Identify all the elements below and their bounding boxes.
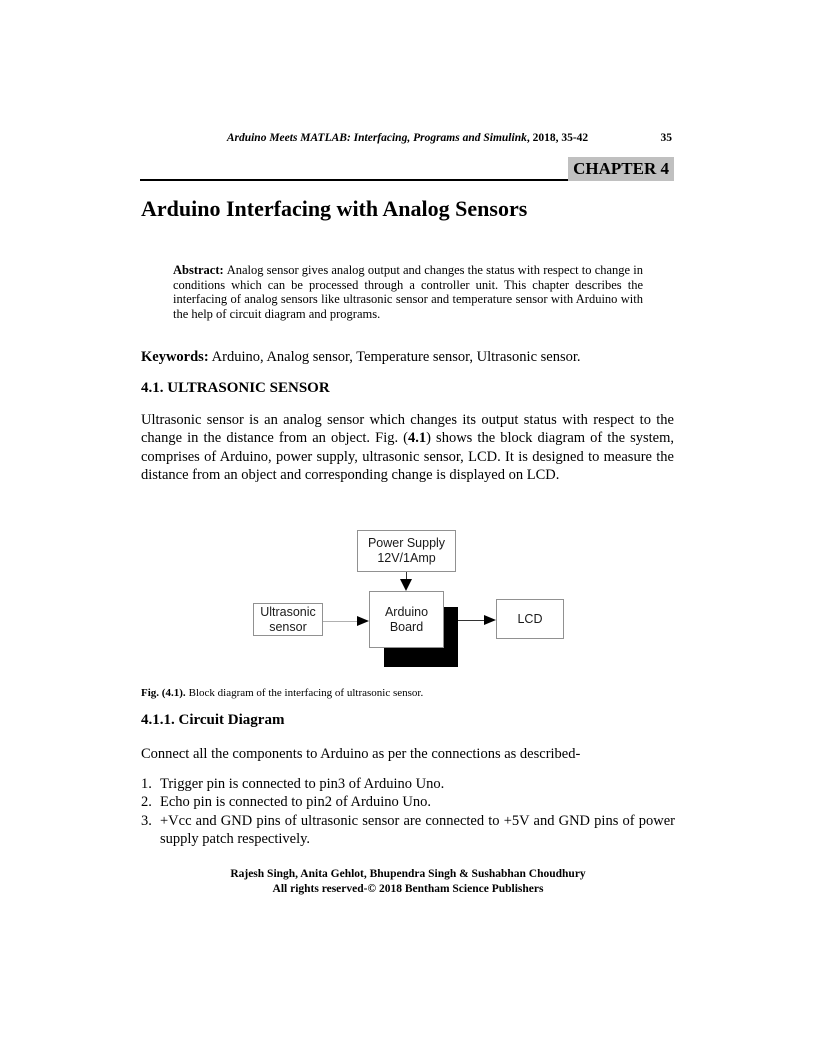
arduino-label-line2: Board bbox=[389, 619, 424, 634]
list-item bbox=[141, 775, 675, 793]
figure-reference: 4.1 bbox=[408, 430, 427, 447]
figure-caption-text: Block diagram of the interfacing of ultrasonic sensor. bbox=[188, 687, 424, 699]
chapter-badge: CHAPTER 4 bbox=[568, 157, 674, 181]
sensor-to-arduino-connector bbox=[323, 621, 358, 622]
running-head bbox=[141, 132, 674, 144]
abstract-text: Analog sensor gives analog output and changes the status with respect to change in conditions which can be processed through a controller unit. This chapter describes the interfacing of analog sensors like ultrasonic sensor and temperature sensor with Arduino with the help of circuit diagram and programs. bbox=[173, 263, 643, 322]
ultrasonic-label-line2: sensor bbox=[269, 619, 307, 634]
arduino-to-lcd-connector bbox=[457, 620, 484, 621]
diagram-box-arduino bbox=[369, 591, 444, 648]
ultrasonic-paragraph bbox=[141, 411, 674, 484]
figure-caption bbox=[141, 687, 674, 699]
arduino-label-line1: Arduino bbox=[384, 604, 429, 619]
section-heading-ultrasonic: 4.1. ULTRASONIC SENSOR bbox=[141, 380, 330, 396]
running-title-suffix: , 2018, 35-42 bbox=[526, 132, 589, 144]
ultrasonic-paragraph-text: Ultrasonic sensor is an analog sensor which changes its output status with respect to the change in the distance from an object. Fig. ( bbox=[141, 412, 674, 447]
circuit-intro-paragraph: Connect all the components to Arduino as per the connections as described- bbox=[141, 746, 581, 762]
power-supply-label-line1: Power Supply bbox=[367, 536, 446, 550]
list-item-number: 2. bbox=[141, 794, 152, 811]
diagram-box-lcd bbox=[496, 599, 564, 639]
abstract bbox=[173, 263, 643, 322]
ultrasonic-label-line1: Ultrasonic bbox=[260, 604, 316, 619]
arrow-right-icon bbox=[357, 616, 369, 626]
list-item-text: +Vcc and GND pins of ultrasonic sensor are connected to +5V and GND pins of power supply patch respectively. bbox=[160, 812, 675, 847]
power-supply-label-line2: 12V/1Amp bbox=[377, 551, 436, 565]
keywords-label: Keywords: bbox=[141, 349, 209, 365]
footer-authors: Rajesh Singh, Anita Gehlot, Bhupendra Singh & Sushabhan Choudhury bbox=[230, 868, 586, 880]
page-title: Arduino Interfacing with Analog Sensors bbox=[141, 196, 528, 221]
list-item-number: 1. bbox=[141, 776, 152, 792]
running-title: Arduino Meets MATLAB: Interfacing, Programs and Simulink bbox=[226, 132, 527, 144]
page-number: 35 bbox=[660, 132, 672, 144]
list-item bbox=[141, 793, 675, 811]
diagram-box-power-supply bbox=[357, 530, 456, 572]
connection-list bbox=[141, 775, 675, 848]
diagram-box-ultrasonic-sensor bbox=[253, 603, 323, 636]
section-heading-circuit-diagram: 4.1.1. Circuit Diagram bbox=[141, 712, 285, 728]
footer-copyright: All rights reserved-© 2018 Bentham Science Publishers bbox=[272, 883, 544, 895]
figure-caption-label: Fig. (4.1). bbox=[141, 687, 186, 699]
page-footer bbox=[0, 867, 816, 897]
list-item-number: 3. bbox=[141, 812, 152, 829]
list-item bbox=[141, 812, 675, 849]
keywords bbox=[141, 349, 674, 366]
arrow-right-icon bbox=[484, 615, 496, 625]
arrow-down-icon bbox=[400, 579, 412, 591]
lcd-label: LCD bbox=[517, 611, 543, 626]
ultrasonic-paragraph-text-cont: ) shows the block diagram of the system, comprises of Arduino, power supply, ultrasonic sensor, LCD. It is designed to measure the distance from an object and corresponding change is displayed on LCD. bbox=[141, 430, 675, 483]
list-item-text: Echo pin is connected to pin2 of Arduino Uno. bbox=[160, 794, 432, 811]
list-item-text: Trigger pin is connected to pin3 of Arduino Uno. bbox=[160, 776, 445, 792]
abstract-label: Abstract: bbox=[173, 263, 224, 277]
keywords-text: Arduino, Analog sensor, Temperature sensor, Ultrasonic sensor. bbox=[211, 349, 581, 365]
